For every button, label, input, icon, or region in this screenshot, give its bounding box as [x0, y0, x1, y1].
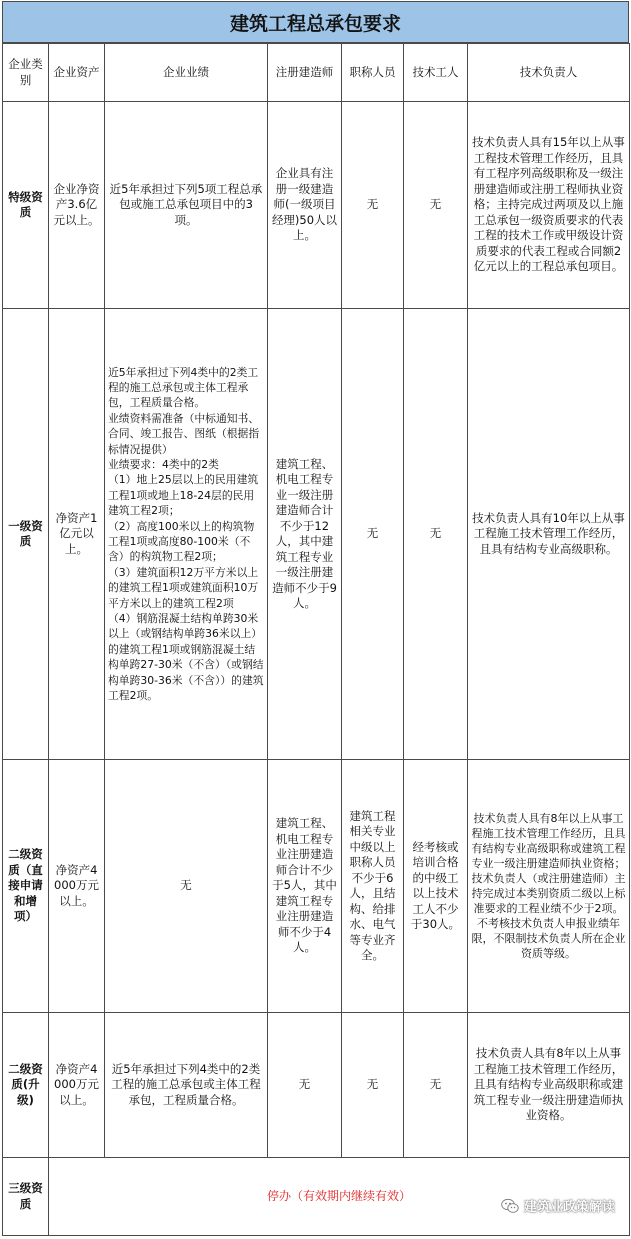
titled-cell: 无: [342, 102, 404, 309]
builders-cell: 建筑工程、机电工程专业注册建造师合计不少于5人，其中建筑工程专业注册建造师不少于4人。: [268, 760, 342, 1013]
table-row-grade2-upgrade: [3, 1013, 630, 1158]
workers-cell: 无: [404, 309, 468, 760]
requirements-table: [2, 43, 630, 1236]
tech-lead-cell: 技术负责人具有10年以上从事工程施工技术管理工作经历，且具有结构专业高级职称。: [468, 309, 630, 760]
category-cell: 一级资质: [3, 309, 49, 760]
tech-lead-cell: 技术负责人具有8年以上从事工程施工技术管理工作经历，且具有结构专业高级职称或建筑工程专业一级注册建造师执业资格。: [468, 1013, 630, 1158]
header-tech-lead: 技术负责人: [468, 44, 630, 102]
assets-cell: 净资产4000万元以上。: [49, 1013, 105, 1158]
assets-cell: 净资产4000万元以上。: [49, 760, 105, 1013]
wechat-icon: [501, 1198, 519, 1214]
category-cell: 三级资质: [3, 1158, 49, 1236]
header-row: [3, 44, 630, 102]
category-cell: 二级资质(升级): [3, 1013, 49, 1158]
suspended-notice: 停办（有效期内继续有效）: [49, 1158, 630, 1236]
builders-cell: 无: [268, 1013, 342, 1158]
builders-cell: 建筑工程、机电工程专业一级注册建造师合计不少于12人，其中建筑工程专业一级注册建造师不少于9人。: [268, 309, 342, 760]
assets-cell: 净资产1亿元以上。: [49, 309, 105, 760]
table-row-grade1: [3, 309, 630, 760]
builders-cell: 企业具有注册一级建造师(一级项目经理)50人以上。: [268, 102, 342, 309]
tech-lead-cell: 技术负责人具有15年以上从事工程技术管理工作经历，且具有工程序列高级职称及一级注册建造师或注册工程师执业资格；主持完成过两项及以上施工总承包一级资质要求的代表工程的技术工作或甲级设计资质要求的代表工程或合同额2亿元以上的工程总承包项目。: [468, 102, 630, 309]
titled-cell: 建筑工程相关专业中级以上职称人员不少于6人，且结构、给排水、电气等专业齐全。: [342, 760, 404, 1013]
performance-cell: 无: [105, 760, 268, 1013]
assets-cell: 企业净资产3.6亿元以上。: [49, 102, 105, 309]
category-cell: 二级资质（直接申请和增项）: [3, 760, 49, 1013]
header-performance: 企业业绩: [105, 44, 268, 102]
workers-cell: 无: [404, 102, 468, 309]
performance-cell: 近5年承担过下列4类中的2类工程的施工总承包或主体工程承包，工程质量合格。 业绩资料需准备（中标通知书、合同、竣工报告、图纸（根据指标情况提供） 业绩要求：4类中的2类 （1）地上25层以上的民用建筑工程1项或地上18-24层的民用建筑工程2项； （2）高度100米以上的构筑物工程1项或高度80-100米（不含）的构筑物工程2项； （3）建筑面积12万平方米以上的建筑工程1项或建筑面积10万平方米以上的建筑工程2项 （4）钢筋混凝土结构单跨30米以上（或钢结构单跨36米以上）的建筑工程1项或钢筋混凝土结构单跨27-30米（不含）（或钢结构单跨30-36米（不含））的建筑工程2项。: [105, 309, 268, 760]
watermark-text: 建筑业政策解读: [523, 1200, 615, 1215]
workers-cell: 无: [404, 1013, 468, 1158]
titled-cell: 无: [342, 309, 404, 760]
page-title: 建筑工程总承包要求: [2, 1, 629, 43]
header-builders: 注册建造师: [268, 44, 342, 102]
header-assets: 企业资产: [49, 44, 105, 102]
performance-cell: 近5年承担过下列5项工程总承包或施工总承包项目中的3项。: [105, 102, 268, 309]
tech-lead-cell: 技术负责人具有8年以上从事工程施工技术管理工作经历，且具有结构专业高级职称或建筑工程专业一级注册建造师执业资格；技术负责人（或注册建造师）主持完成过本类别资质二级以上标准要求的工程业绩不少于2项。不考核技术负责人申报业绩年限，不限制技术负责人所在企业资质等级。: [468, 760, 630, 1013]
table-row-grade2-direct: [3, 760, 630, 1013]
header-category: 企业类别: [3, 44, 49, 102]
titled-cell: 无: [342, 1013, 404, 1158]
header-workers: 技术工人: [404, 44, 468, 102]
performance-cell: 近5年承担过下列4类中的2类工程的施工总承包或主体工程承包，工程质量合格。: [105, 1013, 268, 1158]
table-row-special: [3, 102, 630, 309]
watermark: [501, 1196, 615, 1215]
header-titled: 职称人员: [342, 44, 404, 102]
category-cell: 特级资质: [3, 102, 49, 309]
workers-cell: 经考核或培训合格的中级工以上技术工人不少于30人。: [404, 760, 468, 1013]
